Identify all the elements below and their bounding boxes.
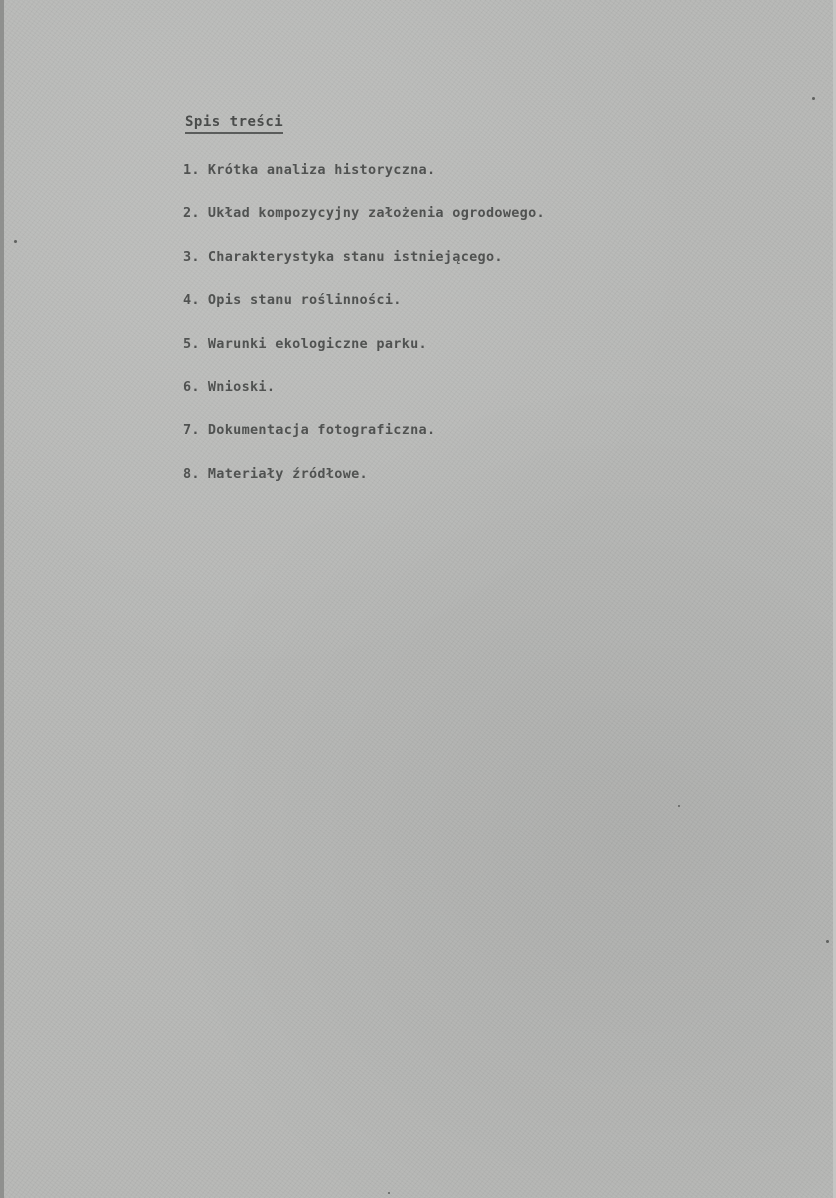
toc-item — [183, 466, 545, 509]
toc-item — [183, 292, 545, 335]
toc-item-number: 5. — [183, 335, 200, 352]
toc-heading: Spis treści — [185, 114, 283, 134]
toc-item-number: 7. — [183, 422, 200, 439]
scan-speck — [388, 1192, 390, 1194]
toc-item-text: Dokumentacja fotograficzna. — [207, 422, 436, 439]
toc-item-text: Materiały źródłowe. — [207, 465, 368, 482]
toc-list — [183, 162, 545, 509]
toc-item-number: 2. — [183, 205, 200, 222]
toc-item — [183, 422, 545, 465]
toc-item-text: Opis stanu roślinności. — [207, 292, 402, 309]
scan-speck — [812, 97, 815, 100]
scan-speck — [826, 940, 829, 943]
toc-item-number: 8. — [183, 465, 200, 482]
scan-edge-left — [0, 0, 4, 1198]
scan-speck — [678, 805, 680, 807]
toc-item-text: Wnioski. — [207, 378, 276, 395]
toc-item-number: 6. — [183, 378, 200, 395]
toc-item — [183, 205, 545, 248]
toc-item — [183, 336, 545, 379]
toc-item — [183, 162, 545, 205]
toc-item-number: 3. — [183, 248, 200, 265]
toc-item-number: 4. — [183, 292, 200, 309]
toc-item — [183, 249, 545, 292]
toc-item-text: Krótka analiza historyczna. — [207, 162, 436, 178]
toc-item-text: Charakterystyka stanu istniejącego. — [207, 248, 503, 265]
toc-item — [183, 379, 545, 422]
toc-item-text: Warunki ekologiczne parku. — [207, 335, 427, 352]
scan-speck — [14, 240, 17, 243]
toc-item-number: 1. — [183, 162, 200, 178]
toc-item-text: Układ kompozycyjny założenia ogrodowego. — [207, 205, 545, 222]
